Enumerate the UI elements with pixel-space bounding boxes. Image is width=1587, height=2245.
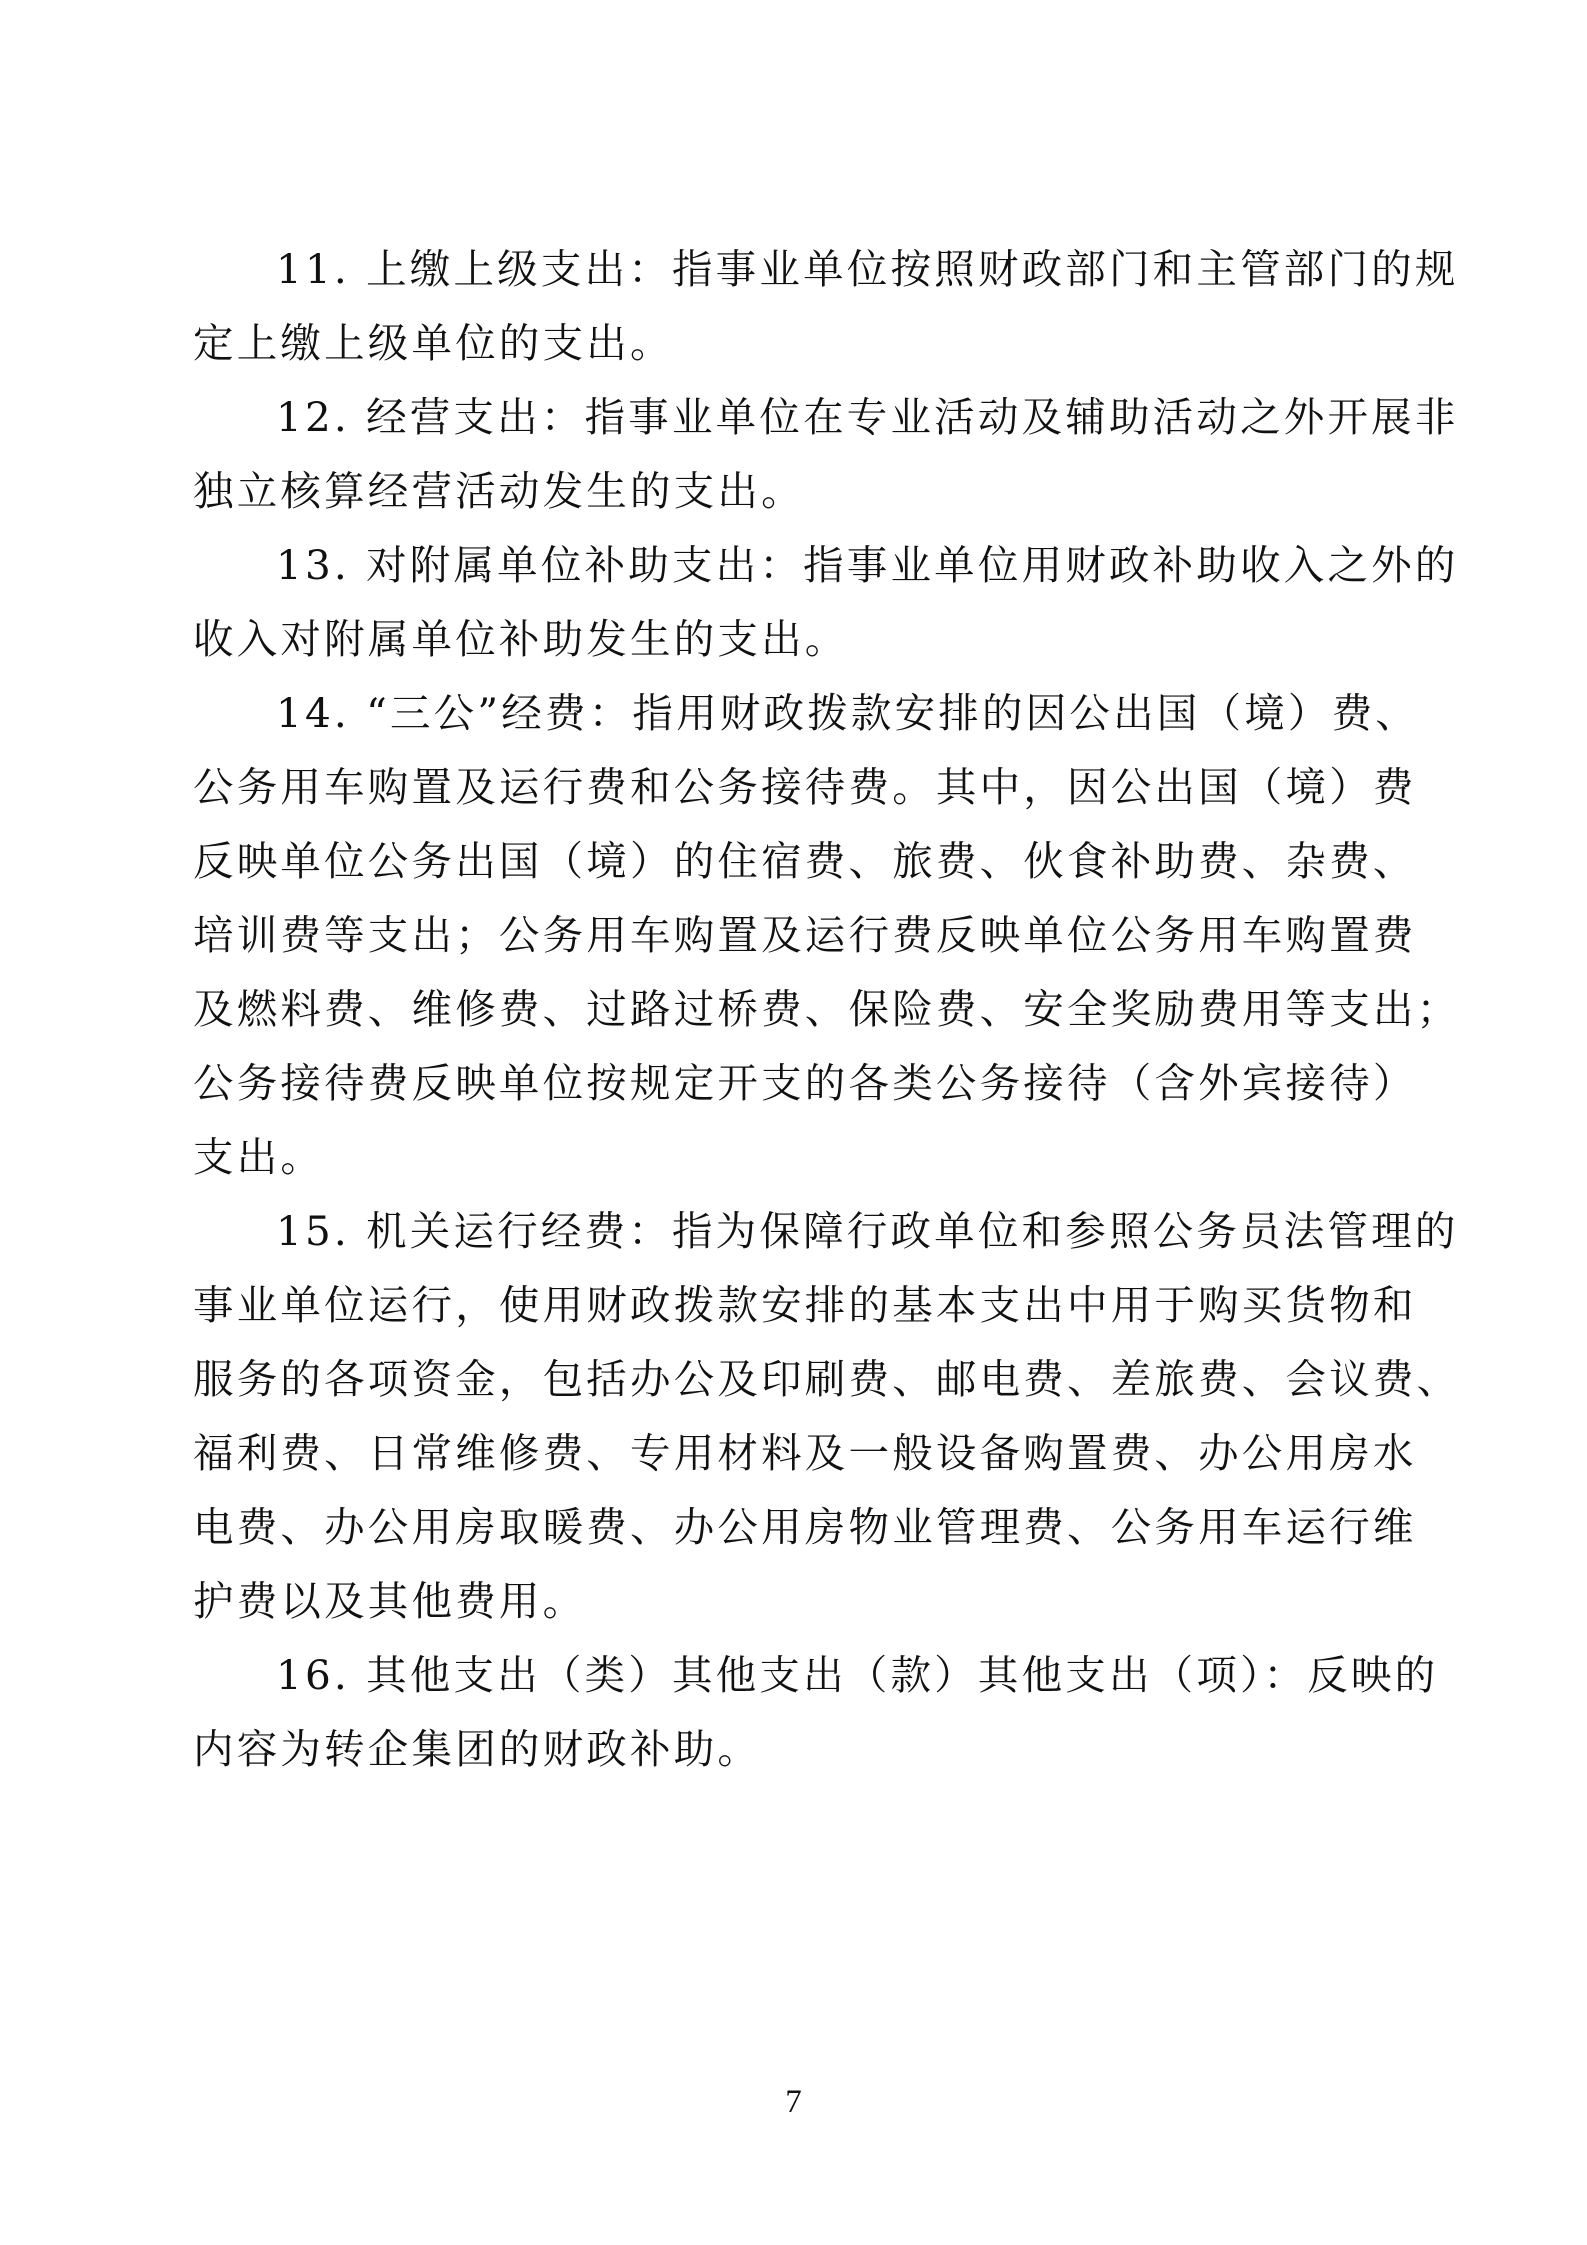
- text-line: 公务用车购置及运行费和公务接待费。其中，因公出国（境）费: [193, 763, 1417, 811]
- text-line: 公务接待费反映单位按规定开支的各类公务接待（含外宾接待）: [193, 1059, 1417, 1107]
- text-line: 事业单位运行，使用财政拨款安排的基本支出中用于购买货物和: [193, 1281, 1417, 1329]
- text-line: 独立核算经营活动发生的支出。: [193, 467, 805, 515]
- text-line: 电费、办公用房取暖费、办公用房物业管理费、公务用车运行维: [193, 1503, 1417, 1551]
- text-line: 14. “三公”经费：指用财政拨款安排的因公出国（境）费、: [276, 689, 1419, 737]
- text-line: 定上缴上级单位的支出。: [193, 319, 674, 367]
- text-line: 福利费、日常维修费、专用材料及一般设备购置费、办公用房水: [193, 1429, 1417, 1477]
- text-line: 12. 经营支出：指事业单位在专业活动及辅助活动之外开展非: [276, 393, 1459, 441]
- text-line: 15. 机关运行经费：指为保障行政单位和参照公务员法管理的: [276, 1207, 1459, 1255]
- text-line: 服务的各项资金，包括办公及印刷费、邮电费、差旅费、会议费、: [193, 1355, 1461, 1403]
- text-line: 支出。: [193, 1133, 325, 1181]
- text-line: 11. 上缴上级支出：指事业单位按照财政部门和主管部门的规: [276, 245, 1459, 293]
- text-line: 护费以及其他费用。: [193, 1577, 587, 1625]
- text-line: 16. 其他支出（类）其他支出（款）其他支出（项）：反映的: [276, 1651, 1439, 1699]
- text-line: 培训费等支出；公务用车购置及运行费反映单位公务用车购置费: [193, 911, 1417, 959]
- text-line: 收入对附属单位补助发生的支出。: [193, 615, 849, 663]
- text-line: 13. 对附属单位补助支出：指事业单位用财政补助收入之外的: [276, 541, 1459, 589]
- page-number: 7: [785, 2084, 802, 2120]
- text-line: 反映单位公务出国（境）的住宿费、旅费、伙食补助费、杂费、: [193, 837, 1417, 885]
- text-line: 及燃料费、维修费、过路过桥费、保险费、安全奖励费用等支出；: [193, 985, 1461, 1033]
- text-line: 内容为转企集团的财政补助。: [193, 1725, 762, 1773]
